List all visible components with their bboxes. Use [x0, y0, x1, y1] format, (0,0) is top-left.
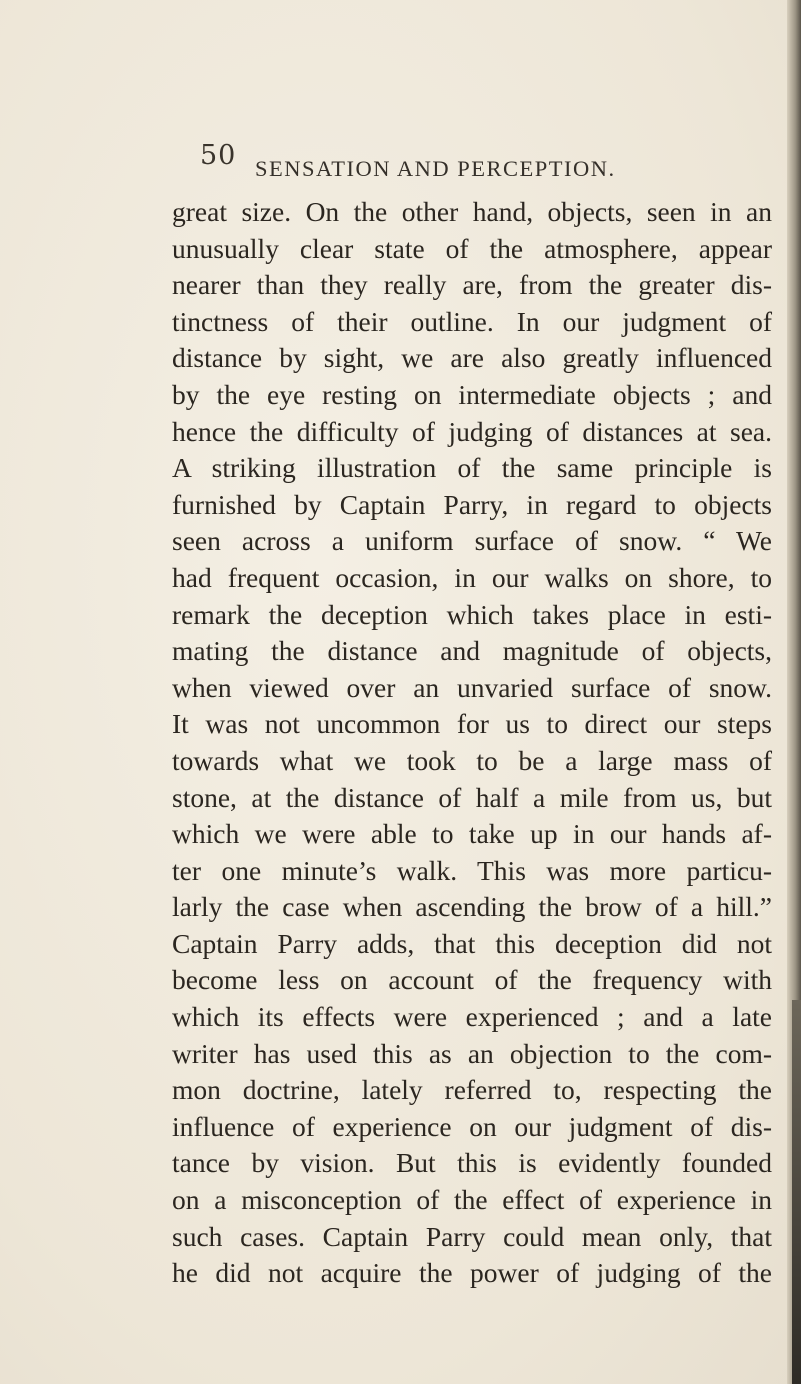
running-head: SENSATION AND PERCEPTION.: [255, 156, 616, 181]
text-line: which its effects were experienced ; and a late: [172, 1001, 772, 1033]
text-line: on a misconception of the effect of experience in: [172, 1184, 772, 1216]
text-line: seen across a uniform surface of snow. “ We: [172, 525, 772, 557]
text-line: furnished by Captain Parry, in regard to objects: [172, 488, 772, 520]
text-line: had frequent occasion, in our walks on shore, to: [172, 561, 772, 593]
text-line: ter one minute’s walk. This was more particu-: [172, 854, 772, 886]
body-text: [172, 194, 772, 1292]
text-line: he did not acquire the power of judging of the: [172, 1257, 772, 1289]
text-line: such cases. Captain Parry could mean only, that: [172, 1220, 772, 1252]
text-line: influence of experience on our judgment of dis-: [172, 1110, 772, 1142]
text-line: mating the distance and magnitude of objects,: [172, 635, 772, 667]
text-line: larly the case when ascending the brow of a hill.”: [172, 891, 772, 923]
text-line: nearer than they really are, from the greater dis-: [172, 269, 772, 301]
text-line: when viewed over an unvaried surface of snow.: [172, 671, 772, 703]
text-line: which we were able to take up in our hands af-: [172, 818, 772, 850]
page-edge-dark: [792, 1000, 801, 1384]
text-line: mon doctrine, lately referred to, respecting the: [172, 1074, 772, 1106]
text-line: unusually clear state of the atmosphere, appear: [172, 232, 772, 264]
text-line: towards what we took to be a large mass of: [172, 744, 772, 776]
text-line: hence the difficulty of judging of distances at sea.: [172, 415, 772, 447]
text-line: become less on account of the frequency with: [172, 964, 772, 996]
text-line: tance by vision. But this is evidently founded: [172, 1147, 772, 1179]
text-line: by the eye resting on intermediate objects ; and: [172, 378, 772, 410]
text-line: It was not uncommon for us to direct our steps: [172, 708, 772, 740]
text-line: great size. On the other hand, objects, seen in an: [172, 196, 772, 227]
text-line: writer has used this as an objection to the com-: [172, 1037, 772, 1069]
text-line: A striking illustration of the same principle is: [172, 452, 772, 484]
text-line: tinctness of their outline. In our judgment of: [172, 305, 772, 337]
page-number: 50: [200, 140, 237, 171]
text-line: remark the deception which takes place in esti-: [172, 598, 772, 630]
text-line: stone, at the distance of half a mile from us, but: [172, 781, 772, 813]
text-line: Captain Parry adds, that this deception did not: [172, 927, 772, 959]
text-line: distance by sight, we are also greatly influenced: [172, 342, 772, 374]
page-header: [0, 140, 801, 188]
